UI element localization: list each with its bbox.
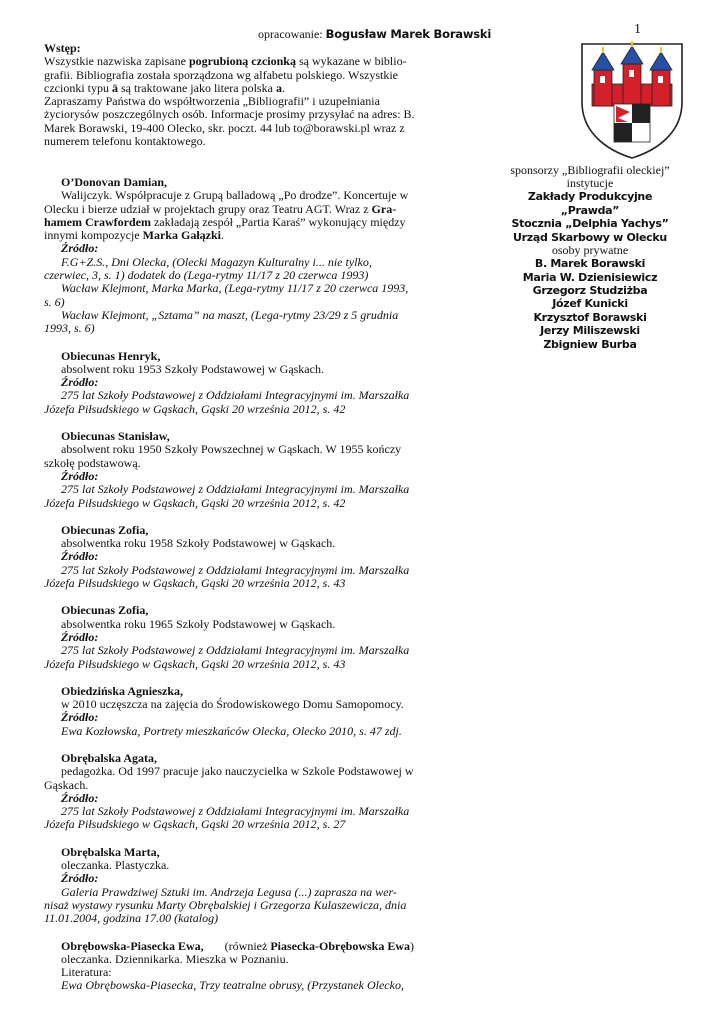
page-header	[258, 27, 491, 42]
entry-name: Obiecunas Stanisław,	[61, 429, 170, 444]
entry	[44, 176, 416, 336]
sponsor-person: Grzegorz Studziżba	[532, 284, 648, 298]
sponsor-institution: Stocznia „Delphia Yachys”	[511, 217, 669, 231]
entry-text: Walijczyk. Współpracuje z Grupą balladową „Po drodze”. Koncertuje w Olecku i bierze udział w projektach grupy oraz Teatru AGT. Wraz z Gra-hamem Crawfordem zakładają zespół „Partia Karaś” wykonujący między innymi kompozycje Marka Gałązki.	[44, 188, 409, 243]
entry-text: absolwent roku 1953 Szkoły Podstawowej w Gąskach.	[61, 361, 324, 376]
entry-text: pedagożka. Od 1997 pracuje jako nauczycielka w Szkole Podstawowej w Gąskach.	[44, 764, 414, 792]
entry	[44, 524, 416, 590]
entry	[44, 350, 416, 416]
entry-name: Obiecunas Henryk,	[61, 348, 161, 363]
sponsor-person: Krzysztof Borawski	[533, 310, 647, 324]
entry-source-label: Źródło:	[61, 871, 99, 886]
entry	[44, 685, 416, 738]
entry-text: oleczanka. Plastyczka.	[61, 858, 170, 873]
entry-source: 275 lat Szkoły Podstawowej z Oddziałami Integracyjnymi im. Marszałka Józefa Piłsudskiego w Gąskach, Gąski 20 września 2012, s. 42	[44, 482, 410, 510]
entry-source-label: Źródło:	[61, 468, 99, 483]
entry-source: Ewa Obrębowska-Piasecka, Trzy teatralne obrusy, (Przystanek Olecko,	[61, 978, 404, 993]
entry	[44, 604, 416, 670]
sponsor-institution: Zakłady Produkcyjne „Prawda”	[527, 190, 653, 217]
header-prefix: opracowanie:	[258, 27, 326, 41]
sponsor-institution: Urząd Skarbowy w Olecku	[513, 230, 667, 244]
entry-source: F.G+Z.S., Dni Olecka, (Olecki Magazyn Kulturalny i... nie tylko, czerwiec, 3, s. 1) dodatek do (Lega-rytmy 11/17 z 20 czerwca 1993)	[44, 254, 372, 283]
sponsors-title: sponsorzy „Bibliografii oleckiej”	[510, 163, 670, 177]
entry-source: Ewa Kozłowska, Portrety mieszkańców Olecka, Olecko 2010, s. 47 zdj.	[61, 723, 402, 738]
entry-source: 275 lat Szkoły Podstawowej z Oddziałami Integracyjnymi im. Marszałka Józefa Piłsudskiego w Gąskach, Gąski 20 września 2012, s. 27	[44, 804, 410, 832]
intro-paragraph-2: Zapraszamy Państwa do współtworzenia „Bibliografii” i uzupełniania życiorysów poszczególnych osób. Informacje prosimy przysyłać na adres: B. Marek Borawski, 19-400 Olecko, skr. poczt. 44 lub to@borawski.pl wraz z numerem telefonu kontaktowego.	[44, 94, 415, 149]
entry-source-label: Źródło:	[61, 241, 99, 256]
sponsor-person: Maria W. Dzienisiewicz	[522, 270, 658, 284]
sponsors-institutions-label: instytucje	[566, 176, 614, 191]
intro-title: Wstęp:	[44, 41, 81, 55]
header-author: Bogusław Marek Borawski	[325, 27, 492, 41]
entry	[44, 430, 416, 510]
sponsor-person: B. Marek Borawski	[534, 257, 646, 271]
entry	[44, 846, 416, 926]
entry-literature-label: Literatura:	[61, 965, 112, 980]
entry-source: Galeria Prawdziwej Sztuki im. Andrzeja Legusa (...) zaprasza na wer-nisaż wystawy rysunku Marty Obrębalskiej i Grzegorza Kulaszewicza, dnia 11.01.2004, godzina 17.00 (katalog)	[44, 884, 407, 926]
bibliography-entries	[44, 176, 416, 1007]
entry-text: absolwentka roku 1958 Szkoły Podstawowej w Gąskach.	[61, 536, 336, 551]
entry	[44, 940, 416, 993]
sponsors-block	[500, 164, 680, 351]
intro-section	[44, 42, 424, 148]
sponsors-private-label: osoby prywatne	[551, 243, 629, 258]
sponsor-person: Zbigniew Burba	[543, 337, 637, 351]
page-number: 1	[634, 22, 641, 37]
entry-name: Obrębalska Agata,	[61, 750, 158, 765]
entry-source: 275 lat Szkoły Podstawowej z Oddziałami Integracyjnymi im. Marszałka Józefa Piłsudskiego w Gąskach, Gąski 20 września 2012, s. 43	[44, 562, 410, 591]
entry-text: absolwent roku 1950 Szkoły Powszechnej w Gąskach. W 1955 kończy szkołę podstawową.	[44, 442, 402, 470]
entry-name: O’Donovan Damian,	[61, 175, 168, 189]
entry-source-label: Źródło:	[61, 375, 99, 390]
sponsor-person: Jerzy Miliszewski	[540, 324, 640, 338]
entry-source-label: Źródło:	[61, 629, 99, 644]
intro-paragraph-1: Wszystkie nazwiska zapisane pogrubioną czcionką są wykazane w biblio-grafii. Bibliografia została sporządzona wg alfabetu polskiego. Wszystkie czcionki typu ä są traktowane jako litera polska a.	[44, 54, 407, 95]
entry-name: Obiecunas Zofia,	[61, 603, 149, 618]
entry-name: Obrębalska Marta,	[61, 844, 160, 859]
entry-source-label: Źródło:	[61, 710, 99, 725]
entry-source: Wacław Klejmont, „Sztama” na maszt, (Lega-rytmy 23/29 z 5 grudnia 1993, s. 6)	[44, 307, 399, 336]
entry	[44, 752, 416, 832]
entry-name: Obiecunas Zofia,	[61, 522, 149, 537]
entry-name: Obiedzińska Agnieszka,	[61, 683, 184, 698]
entry-source-label: Źródło:	[61, 549, 99, 564]
entry-source-label: Źródło:	[61, 790, 99, 805]
entry-text: absolwentka roku 1965 Szkoły Podstawowej w Gąskach.	[61, 616, 336, 631]
entry-text: w 2010 uczęszcza na zajęcia do Środowiskowego Domu Samopomocy.	[61, 697, 404, 712]
sponsor-person: Józef Kunicki	[552, 297, 628, 311]
coat-of-arms-icon	[578, 40, 686, 160]
entry-source: Wacław Klejmont, Marka Marka, (Lega-rytmy 11/17 z 20 czerwca 1993, s. 6)	[44, 281, 409, 309]
entry-source: 275 lat Szkoły Podstawowej z Oddziałami Integracyjnymi im. Marszałka Józefa Piłsudskiego w Gąskach, Gąski 20 września 2012, s. 43	[44, 643, 410, 671]
entry-text: oleczanka. Dziennikarka. Mieszka w Poznaniu.	[61, 951, 289, 966]
entry-source: 275 lat Szkoły Podstawowej z Oddziałami Integracyjnymi im. Marszałka Józefa Piłsudskiego w Gąskach, Gąski 20 września 2012, s. 42	[44, 388, 410, 416]
entry-name-with-alias: Obrębowska-Piasecka Ewa, (również Piasecka-Obrębowska Ewa)	[61, 938, 414, 953]
